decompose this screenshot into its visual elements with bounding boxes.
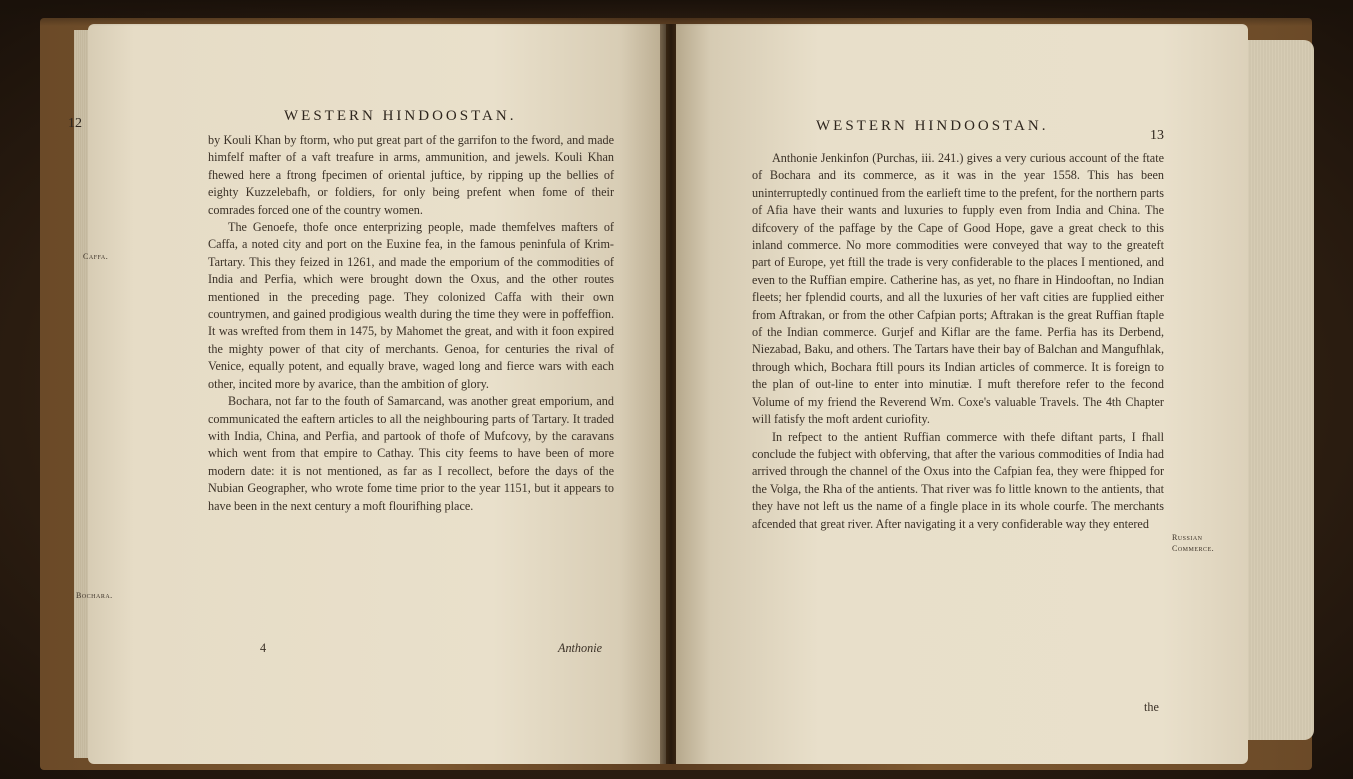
paragraph: Anthonie Jenkinfon (Purchas, iii. 241.) gives a very curious account of the ftate of Bochara and its commerce, as it was in the year 1558. This has been uninterruptedly continued from the earlieft time to the prefent, for the northern parts of Afia have their wants and luxuries to fupply even from India and China. The difcovery of the paffage by the Cape of Good Hope, gave a great check to this inland commerce. No more commodities were conveyed that way to the greateft part of Europe, yet ftill the trade is very confiderable to the places I mentioned, and even to the Ruffian empire. Catherine has, as yet, no fhare in Hindooftan, no Indian fleets; her fplendid courts, and all the luxuries of her vaft cities are fupplied either from Aftrakan, or from the other Cafpian ports; Aftrakan is the great Ruffian ftaple of the Indian commerce. Gurjef and Kiflar are the fame. Perfia has its Derbend, Niezabad, Baku, and others. The Tartars have their bay of Balchan and Mangufhlak, through which, Bochara ftill pours its Indian articles of commerce. It is foreign to the plan of out-line to enter into minutiæ. I muft therefore refer to the fecond Volume of my friend the Reverend Wm. Coxe's valuable Travels. The 4th Chapter will fatisfy the moft ardent curiofity.	[752, 151, 1164, 427]
paragraph: The Genoefe, thofe once enterprizing people, made themfelves mafters of Caffa, a noted city and port on the Euxine fea, in the famous peninfula of Krim-Tartary. This they feized in 1261, and made the emporium of the commodities of India and Perfia, which were brought down the Oxus, and the other routes mentioned in the preceding page. They colonized Caffa with their own countrymen, and gained prodigious wealth during the time they were in poffeffion. It was wrefted from them in 1475, by Mahomet the great, and with it foon expired the mighty power of that city of merchants. Genoa, for centuries the rival of Venice, equally potent, and equally brave, waged long and fierce wars with each other, incited more by avarice, than the ambition of glory.	[208, 220, 614, 391]
signature-mark: 4	[260, 641, 267, 655]
running-head-left: WESTERN HINDOOSTAN.	[284, 108, 517, 124]
margin-note-caffa: Caffa.	[83, 252, 109, 261]
catchword-right: the	[1144, 700, 1159, 714]
right-page-edges	[1244, 40, 1314, 740]
paragraph: In refpect to the antient Ruffian commerce with thefe diftant parts, I fhall conclude the fubject with obferving, that after the various commodities of India had arrived through the channel of the Oxus into the Cafpian fea, they were fhipped for the Volga, the Rha of the antients. That river was fo little known to the antients, that they have not left us the name of a fingle place in its whole courfe. The merchants afcended that great river. After navigating it a very confiderable way they entered	[752, 429, 1164, 531]
margin-note-bochara: Bochara.	[76, 591, 113, 600]
page-number-right: 13	[1150, 128, 1164, 143]
left-page	[68, 24, 666, 764]
left-page-body	[208, 132, 614, 515]
page-number-left: 12	[68, 116, 82, 131]
right-page	[676, 24, 1248, 764]
catchword-left: Anthonie	[558, 641, 603, 655]
paragraph: Bochara, not far to the fouth of Samarcand, was another great emporium, and communicated the eaftern articles to all the neighbouring parts of Tartary. It traded with India, China, and Perfia, and partook of thofe of Mufcovy, by the caravans which went from that empire to Cathay. This city feems to have been of more modern date: it is not mentioned, as far as I recollect, before the days of the Nubian Geographer, who wrote fome time prior to the year 1151, but it appears to have been in the next century a moft flourifhing place.	[208, 394, 614, 513]
running-head-right: WESTERN HINDOOSTAN.	[816, 118, 1049, 134]
margin-note-russian-commerce: Russian Commerce.	[1172, 533, 1215, 553]
top-shadow	[0, 0, 1353, 26]
paragraph: by Kouli Khan by ftorm, who put great part of the garrifon to the fword, and made himfelf mafter of a vaft treafure in arms, ammunition, and jewels. Kouli Khan fhewed here a ftrong fpecimen of oriental juftice, by ripping up the bellies of eighty Kuzzelebafh, or foldiers, for only being prefent when fome of their comrades forced one of the country women.	[208, 133, 614, 217]
right-page-body	[752, 150, 1164, 533]
